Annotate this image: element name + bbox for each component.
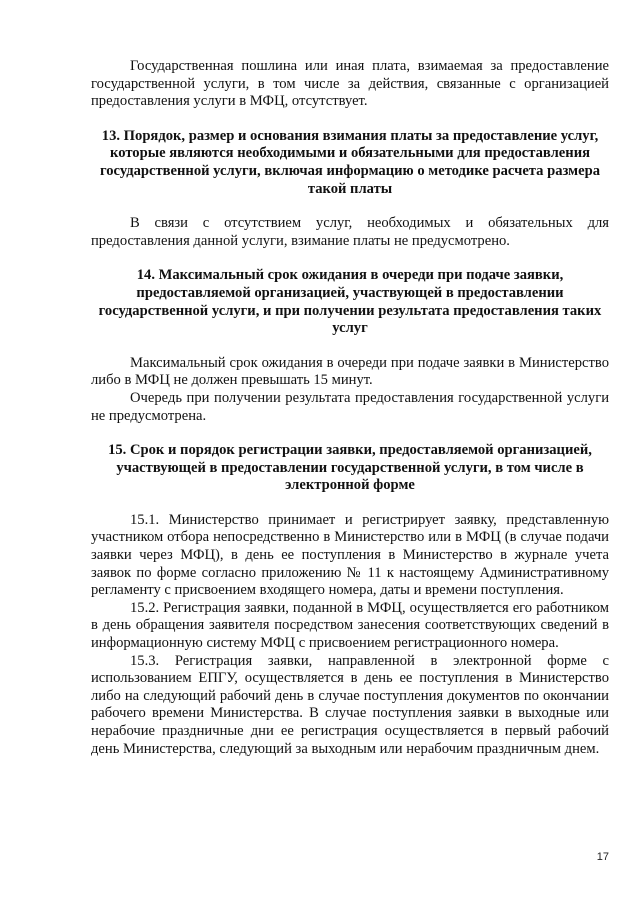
paragraph-15-1: 15.1. Министерство принимает и регистрирует заявку, представленную участником отбора непосредственно в Министерство или в МФЦ (в случае подачи заявки через МФЦ), в день ее поступления в Министерство в журнале учета заявок по форме согласно приложению № 11 к настоящему Административному регламенту с присвоением входящего номера, даты и времени поступления.	[91, 511, 609, 599]
spacer	[91, 495, 609, 512]
paragraph-15-2: 15.2. Регистрация заявки, поданной в МФЦ, осуществляется его работником в день обращения заявителя посредством занесения соответствующих сведений в информационную систему МФЦ с присвоением регистрационного номера.	[91, 599, 609, 652]
paragraph-15-3: 15.3. Регистрация заявки, направленной в электронной форме с использованием ЕПГУ, осуществляется в день ее поступления в Министерство либо на следующий рабочий день в случае поступления документов по окончании рабочего времени Министерства. В случае поступления заявки в выходные или нерабочие праздничные дни ее регистрация осуществляется в первый рабочий день Министерства, следующий за выходным или нерабочим праздничным днем.	[91, 652, 609, 757]
spacer	[91, 250, 609, 267]
paragraph-fee: Государственная пошлина или иная плата, взимаемая за предоставление государственной услуги, в том числе за действия, связанные с организацией предоставления услуги в МФЦ, отсутствует.	[91, 58, 609, 110]
paragraph-14-2: Очередь при получении результата предоставления государственной услуги не предусмотрена.	[91, 389, 609, 424]
spacer	[91, 338, 609, 355]
spacer	[91, 111, 609, 128]
paragraph-14-1: Максимальный срок ожидания в очереди при подаче заявки в Министерство либо в МФЦ не должен превышать 15 минут.	[91, 354, 609, 389]
section-heading-15: 15. Срок и порядок регистрации заявки, предоставляемой организацией, участвующей в предоставлении государственной услуги, в том числе в электронной форме	[108, 442, 592, 494]
section-heading-13: 13. Порядок, размер и основания взимания платы за предоставление услуг, которые являются необходимыми и обязательными для предоставления государственной услуги, включая информацию о методике расчета размера такой платы	[99, 127, 601, 197]
section-heading-14: 14. Максимальный срок ожидания в очереди при подаче заявки, предоставляемой организацией, участвующей в предоставлении государственной услуги, и при получении результата предоставления таких услуг	[98, 267, 602, 337]
spacer	[91, 198, 609, 215]
paragraph-13: В связи с отсутствием услуг, необходимых и обязательных для предоставления данной услуги, взимание платы не предусмотрено.	[91, 215, 609, 249]
page-number: 17	[596, 851, 609, 863]
document-page	[91, 58, 609, 758]
spacer	[91, 425, 609, 442]
